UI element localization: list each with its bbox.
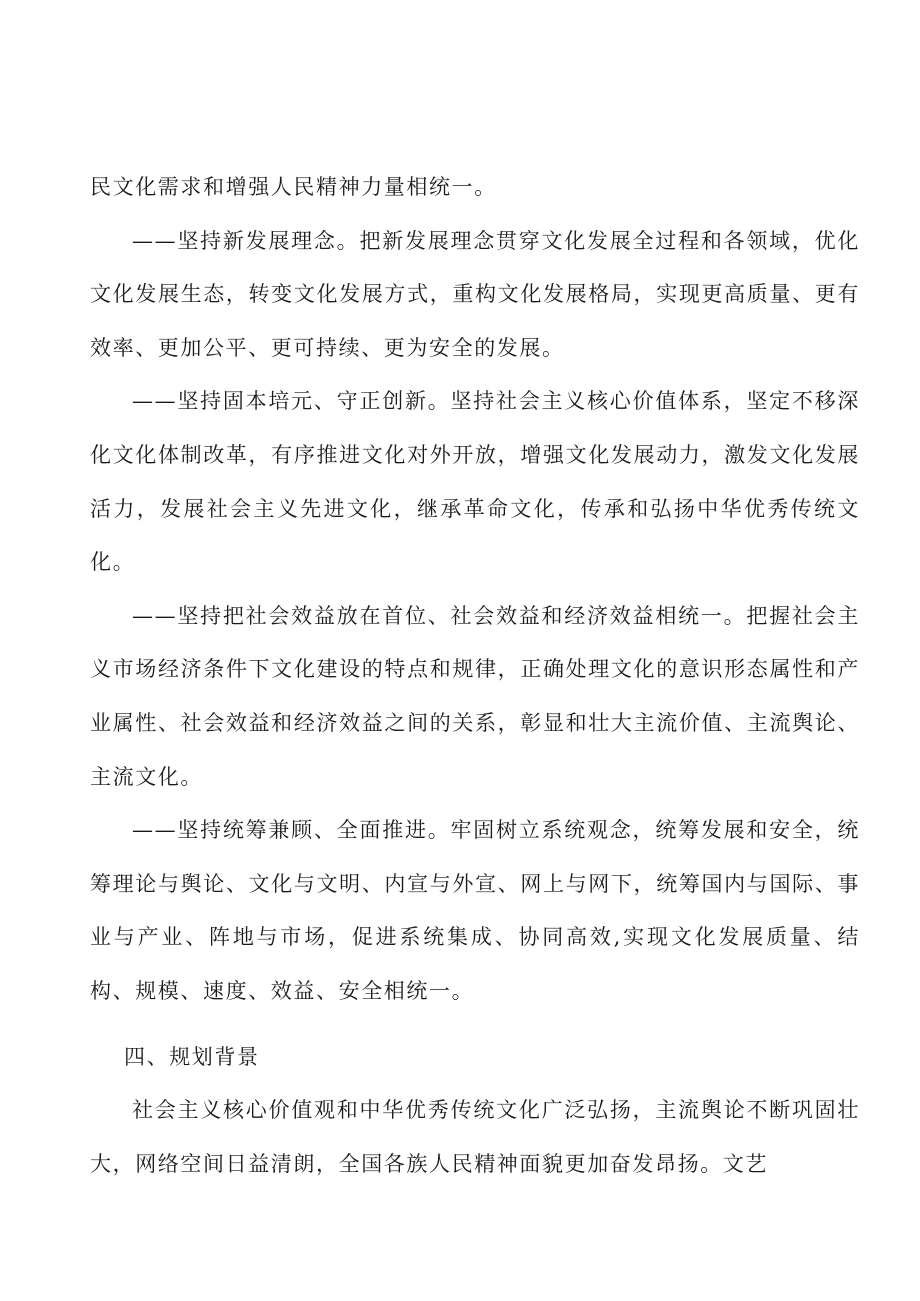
paragraph-continuation: 民文化需求和增强人民精神力量相统一。 xyxy=(90,175,497,199)
paragraph-social-benefit: ——坚持把社会效益放在首位、社会效益和经济效益相统一。把握社会主义市场经济条件下文化建设的特点和规律，正确处理文化的意识形态属性和产业属性、社会效益和经济效益之间的关系，彰显和壮大主流价值、主流舆论、主流文化。 xyxy=(90,603,860,789)
paragraph-fundamentals-innovation: ——坚持固本培元、守正创新。坚持社会主义核心价值体系，坚定不移深化文化体制改革，有序推进文化对外开放，增强文化发展动力，激发文化发展活力，发展社会主义先进文化，继承革命文化，传承和弘扬中华优秀传统文化。 xyxy=(90,389,860,575)
paragraph-planning-background: 社会主义核心价值观和中华优秀传统文化广泛弘扬，主流舆论不断巩固壮大，网络空间日益清朗，全国各族人民精神面貌更加奋发昂扬。文艺 xyxy=(90,1098,860,1176)
paragraph-overall-planning: ——坚持统筹兼顾、全面推进。牢固树立系统观念，统筹发展和安全，统筹理论与舆论、文化与文明、内宣与外宣、网上与网下，统筹国内与国际、事业与产业、阵地与市场，促进系统集成、协同高效,实现文化发展质量、结构、规模、速度、效益、安全相统一。 xyxy=(90,818,860,1003)
paragraph-new-development-concept: ——坚持新发展理念。把新发展理念贯穿文化发展全过程和各领域，优化文化发展生态，转变文化发展方式，重构文化发展格局，实现更高质量、更有效率、更加公平、更可持续、更为安全的发展。 xyxy=(90,228,860,360)
section-heading: 四、规划背景 xyxy=(124,1044,260,1069)
document-body xyxy=(90,161,860,1191)
